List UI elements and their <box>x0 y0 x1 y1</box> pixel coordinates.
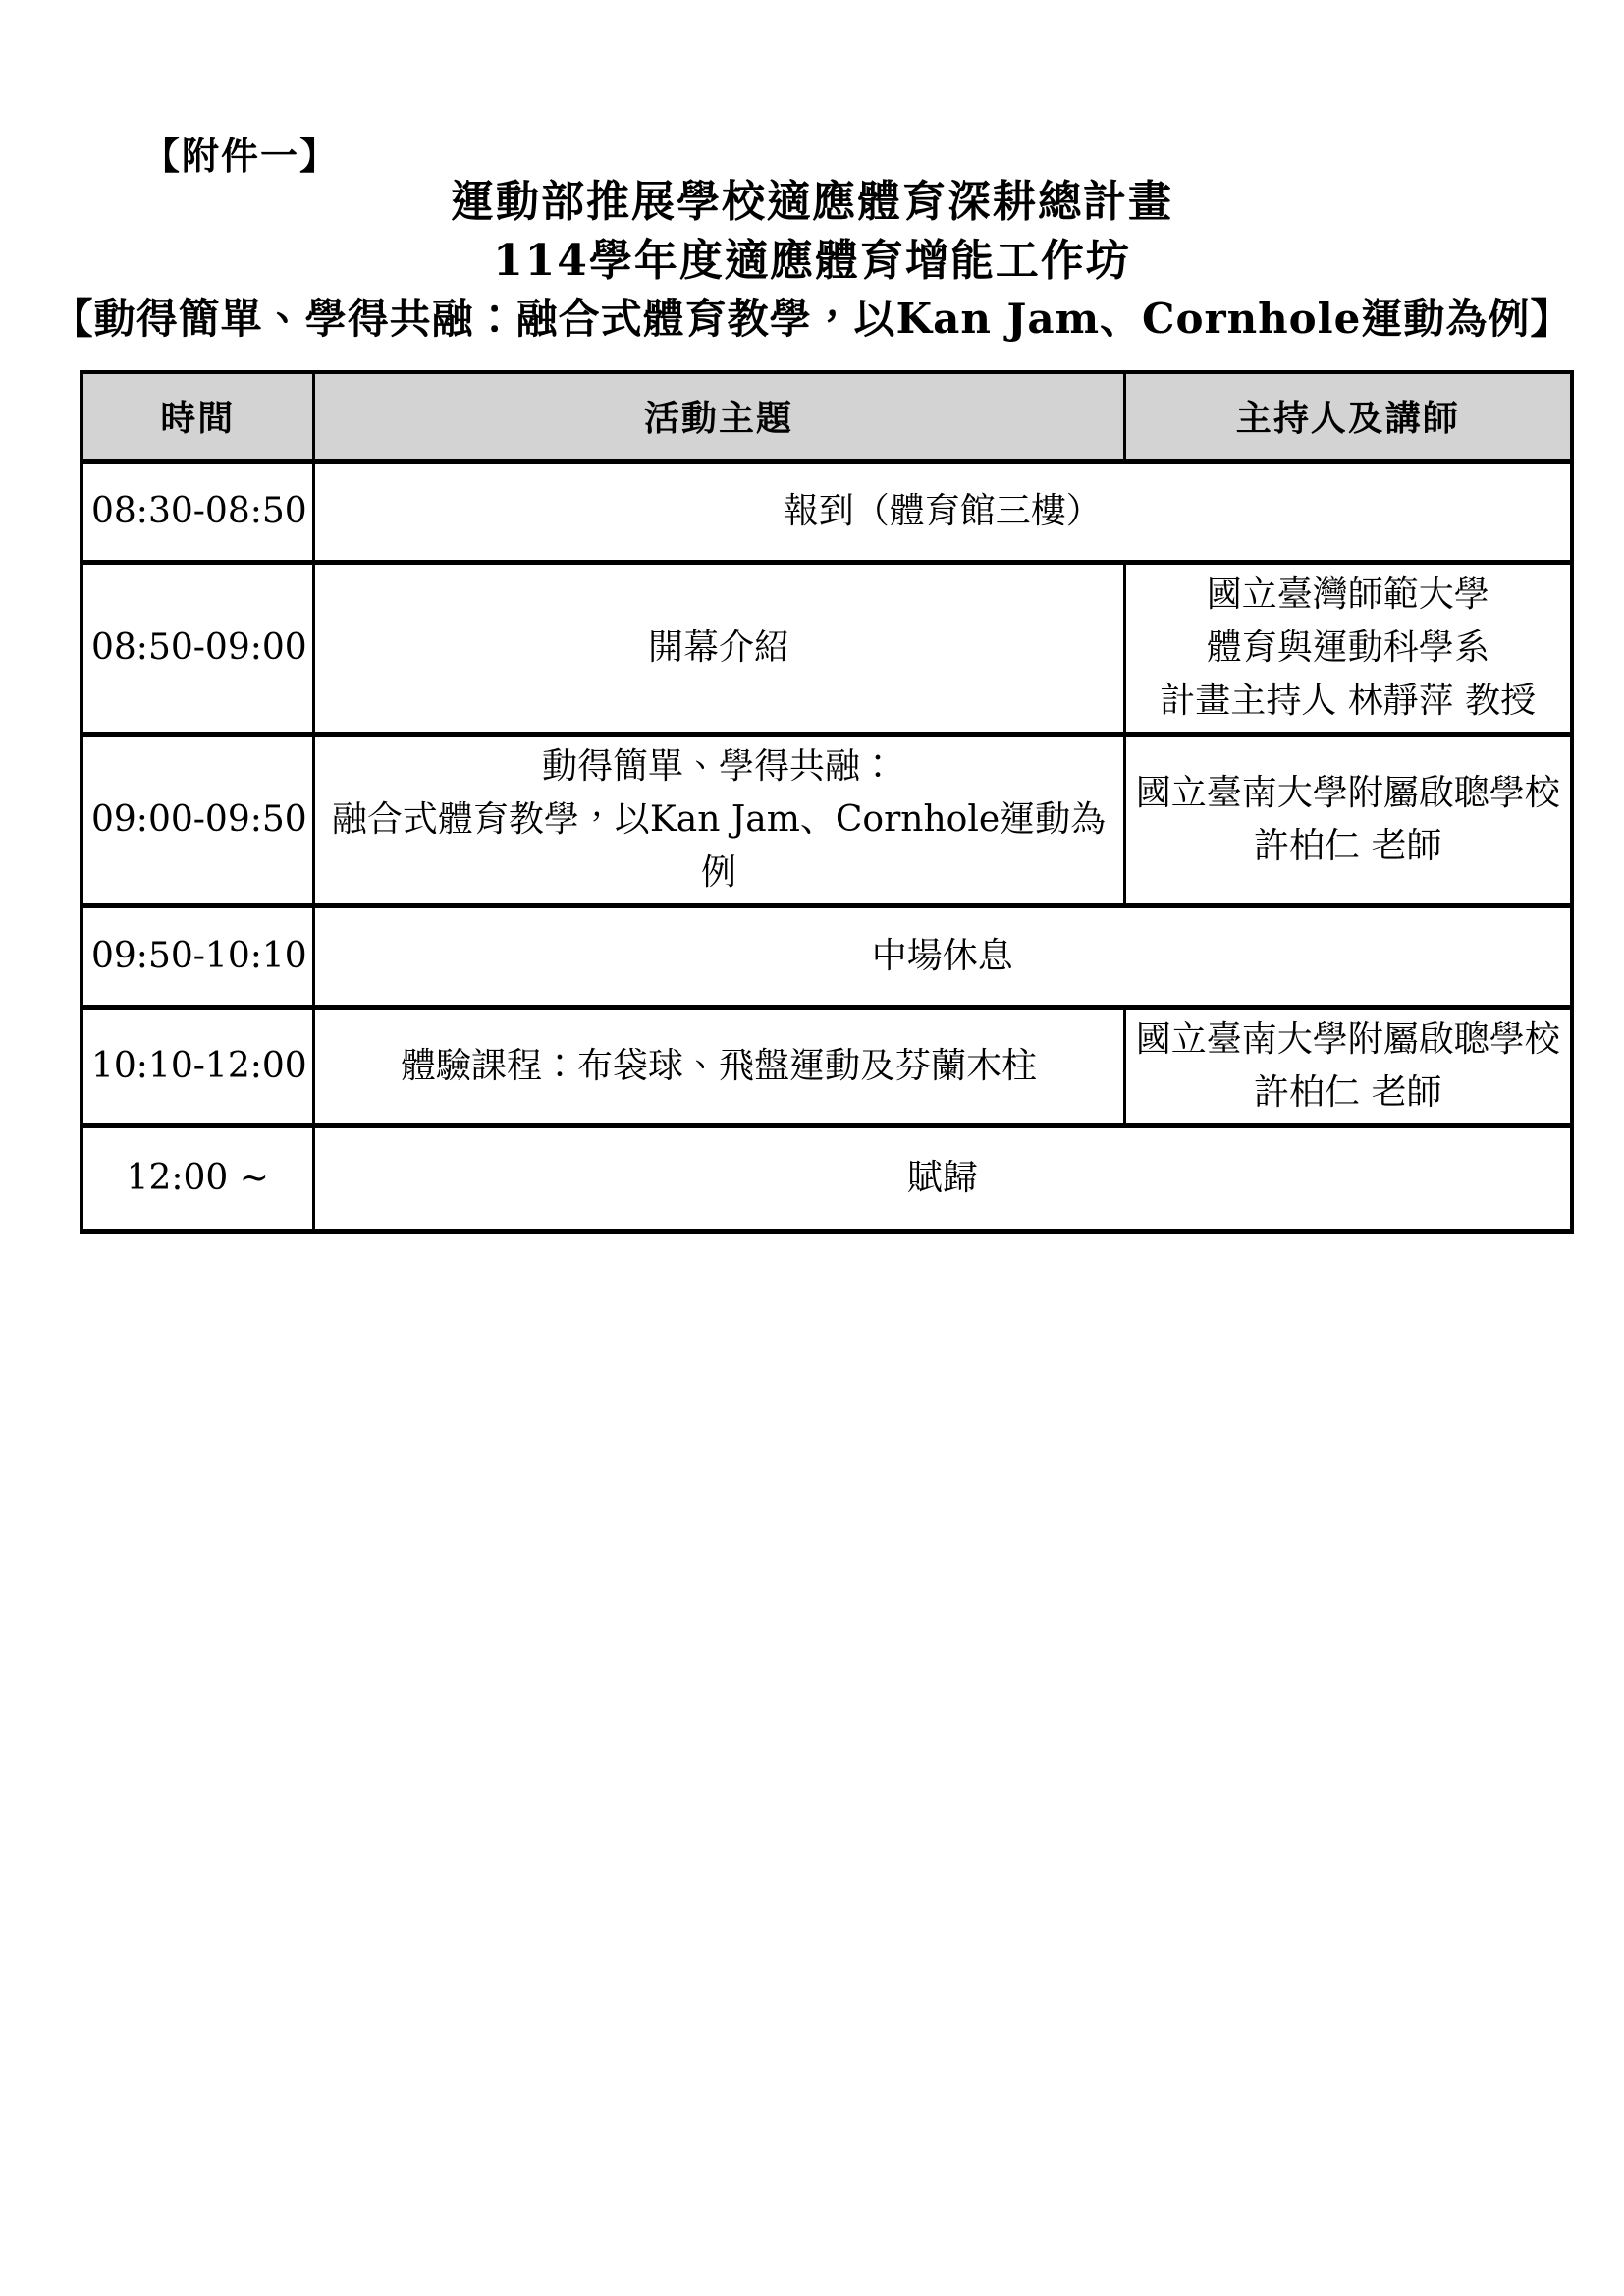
speaker-text: 國立臺南大學附屬啟聰學校 <box>1135 772 1560 813</box>
table-row <box>81 905 1572 1007</box>
speaker-text: 許柏仁 老師 <box>1254 1071 1442 1113</box>
topic-text: 中場休息 <box>871 935 1013 976</box>
speaker-text: 國立臺灣師範大學 <box>1206 574 1489 615</box>
topic-text: 動得簡單、學得共融： <box>541 745 895 787</box>
topic-cell <box>313 461 1572 562</box>
topic-cell <box>313 1125 1572 1231</box>
topic-cell <box>313 734 1124 905</box>
topic-text: 開幕介紹 <box>647 627 789 668</box>
speaker-cell <box>1124 562 1572 734</box>
table-row <box>81 461 1572 562</box>
speaker-cell <box>1124 1007 1572 1125</box>
column-header-time: 時間 <box>81 372 313 461</box>
time-cell: 09:00-09:50 <box>81 734 313 905</box>
speaker-text: 計畫主持人 林靜萍 教授 <box>1160 680 1537 721</box>
time-cell: 08:30-08:50 <box>81 461 313 562</box>
table-row <box>81 1125 1572 1231</box>
attachment-label: 【附件一】 <box>142 134 340 178</box>
speaker-text: 許柏仁 老師 <box>1254 825 1442 866</box>
topic-text: 體驗課程：布袋球、飛盤運動及芬蘭木柱 <box>400 1045 1037 1086</box>
topic-cell <box>313 905 1572 1007</box>
table-row <box>81 562 1572 734</box>
column-header-topic: 活動主題 <box>313 372 1124 461</box>
document-titles <box>0 173 1624 348</box>
speaker-text: 體育與運動科學系 <box>1206 627 1489 668</box>
topic-text: 賦歸 <box>906 1157 978 1198</box>
topic-cell <box>313 562 1124 734</box>
table-header-row <box>81 372 1572 461</box>
time-cell: 12:00 ~ <box>81 1125 313 1231</box>
table-row <box>81 1007 1572 1125</box>
document-title-main: 運動部推展學校適應體育深耕總計畫 <box>451 177 1173 227</box>
document-title-sub: 114學年度適應體育增能工作坊 <box>493 236 1131 286</box>
table-row <box>81 734 1572 905</box>
document-title-topic: 【動得簡單、學得共融：融合式體育教學，以Kan Jam、Cornhole運動為例】 <box>51 295 1573 343</box>
topic-text: 融合式體育教學，以Kan Jam、Cornhole運動為例 <box>331 798 1107 893</box>
speaker-text: 國立臺南大學附屬啟聰學校 <box>1135 1018 1560 1060</box>
topic-text: 報到（體育館三樓） <box>783 490 1102 531</box>
time-cell: 08:50-09:00 <box>81 562 313 734</box>
time-cell: 09:50-10:10 <box>81 905 313 1007</box>
topic-cell <box>313 1007 1124 1125</box>
schedule-table <box>80 370 1574 1234</box>
column-header-host: 主持人及講師 <box>1124 372 1572 461</box>
speaker-cell <box>1124 734 1572 905</box>
time-cell: 10:10-12:00 <box>81 1007 313 1125</box>
